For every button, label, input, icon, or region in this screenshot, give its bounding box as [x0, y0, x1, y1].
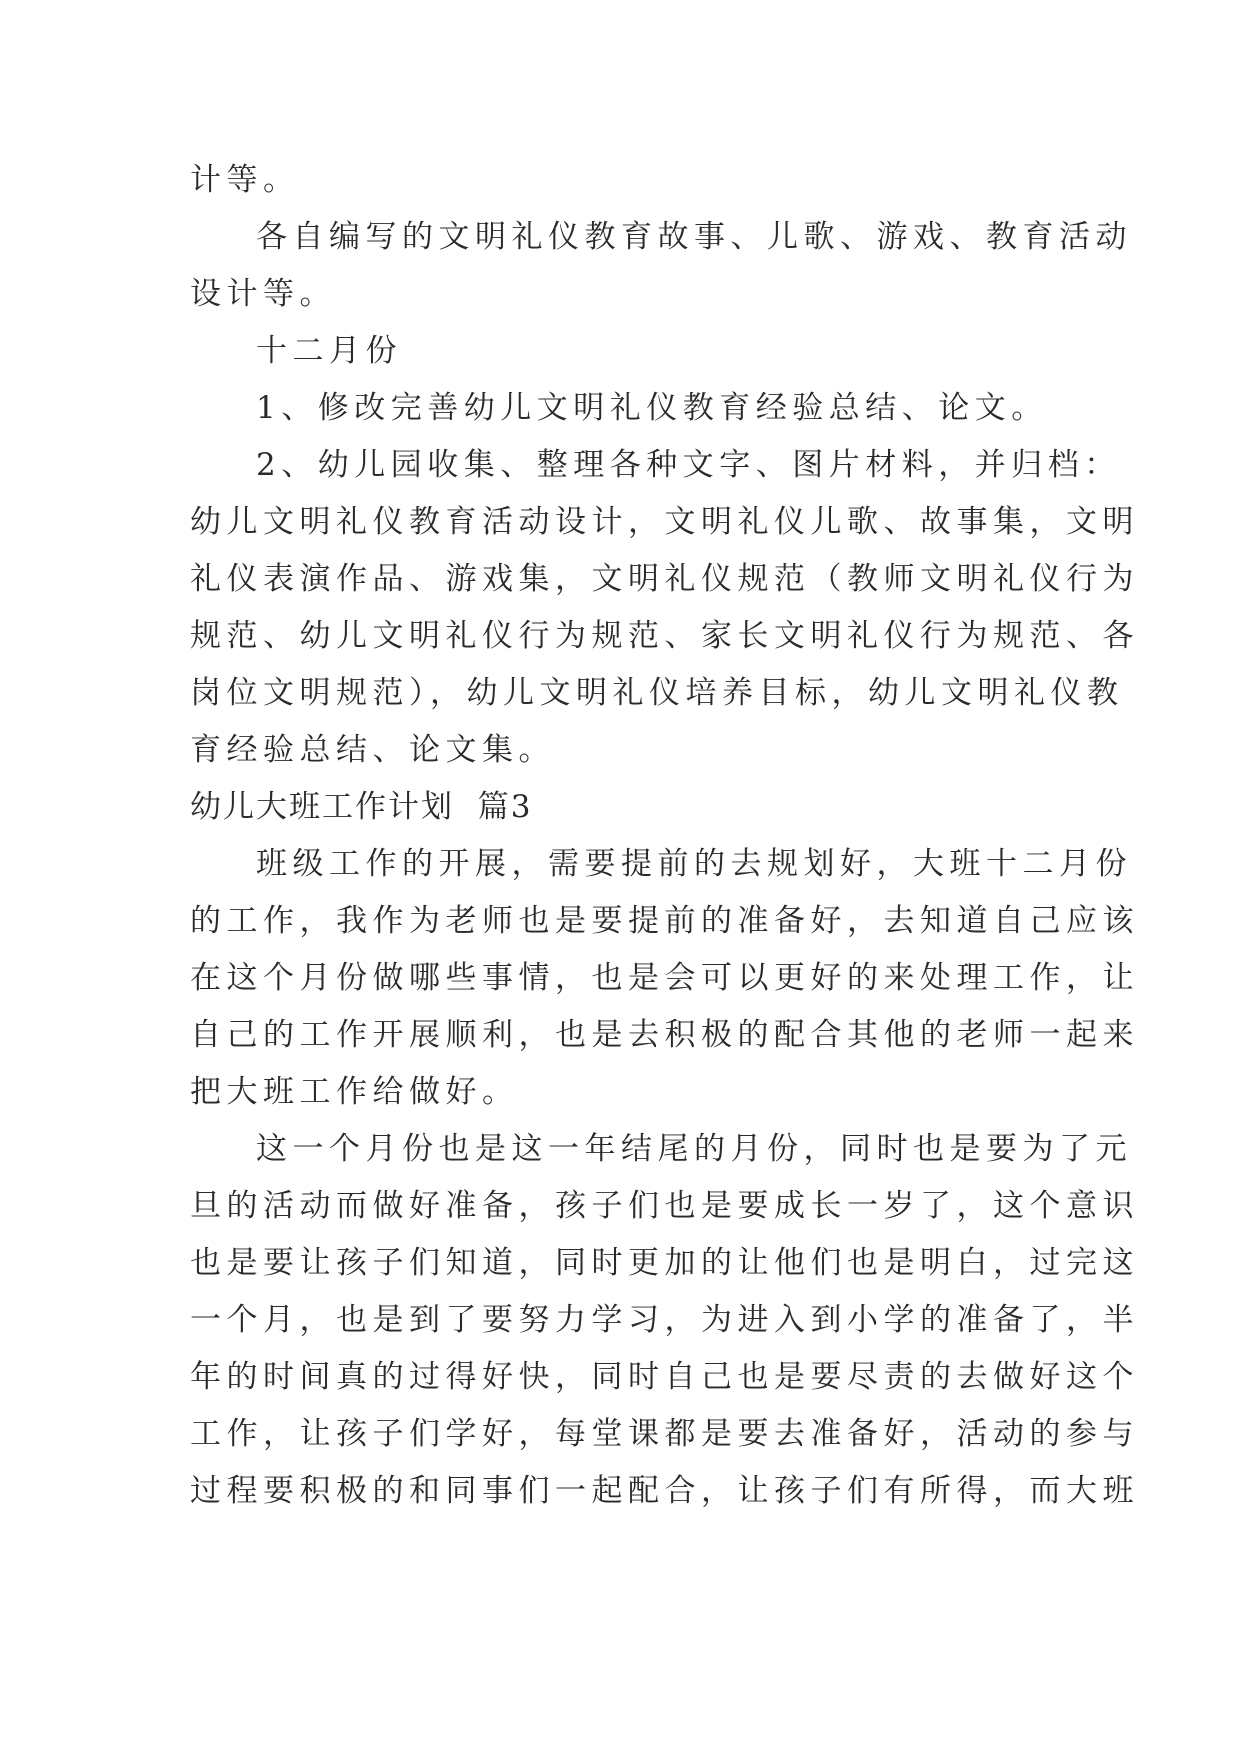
paragraph-line: 在这个月份做哪些事情，也是会可以更好的来处理工作，让 — [190, 960, 1139, 996]
paragraph-line: 自己的工作开展顺利，也是去积极的配合其他的老师一起来 — [190, 1017, 1139, 1053]
paragraph-line: 计等。 — [190, 162, 300, 198]
paragraph-line: 班级工作的开展，需要提前的去规划好，大班十二月份 — [256, 846, 1132, 882]
list-item: 1、修改完善幼儿文明礼仪教育经验总结、论文。 — [256, 390, 1048, 426]
paragraph-line: 工作，让孩子们学好，每堂课都是要去准备好，活动的参与 — [190, 1416, 1139, 1452]
paragraph-line: 各自编写的文明礼仪教育故事、儿歌、游戏、教育活动 — [256, 219, 1132, 255]
list-item: 2、幼儿园收集、整理各种文字、图片材料，并归档： — [256, 447, 1121, 483]
document-body — [190, 152, 1139, 1520]
paragraph-line: 规范、幼儿文明礼仪行为规范、家长文明礼仪行为规范、各 — [190, 618, 1139, 654]
paragraph-line: 年的时间真的过得好快，同时自己也是要尽责的去做好这个 — [190, 1359, 1139, 1395]
paragraph-line: 的工作，我作为老师也是要提前的准备好，去知道自己应该 — [190, 903, 1139, 939]
paragraph-line: 这一个月份也是这一年结尾的月份，同时也是要为了元 — [256, 1131, 1132, 1167]
month-label: 十二月份 — [256, 333, 402, 369]
paragraph-line: 岗位文明规范），幼儿文明礼仪培养目标，幼儿文明礼仪教 — [190, 675, 1124, 711]
paragraph-line: 礼仪表演作品、游戏集，文明礼仪规范（教师文明礼仪行为 — [190, 561, 1139, 597]
paragraph-line: 旦的活动而做好准备，孩子们也是要成长一岁了，这个意识 — [190, 1188, 1139, 1224]
paragraph-line: 把大班工作给做好。 — [190, 1074, 519, 1110]
paragraph-line: 设计等。 — [190, 276, 336, 312]
paragraph-line: 一个月，也是到了要努力学习，为进入到小学的准备了，半 — [190, 1302, 1139, 1338]
paragraph-line: 也是要让孩子们知道，同时更加的让他们也是明白，过完这 — [190, 1245, 1139, 1281]
paragraph-line: 过程要积极的和同事们一起配合，让孩子们有所得，而大班 — [190, 1473, 1139, 1509]
paragraph-line: 育经验总结、论文集。 — [190, 732, 555, 768]
paragraph-line: 幼儿文明礼仪教育活动设计，文明礼仪儿歌、故事集，文明 — [190, 504, 1139, 540]
section-heading: 幼儿大班工作计划 篇3 — [190, 789, 533, 825]
